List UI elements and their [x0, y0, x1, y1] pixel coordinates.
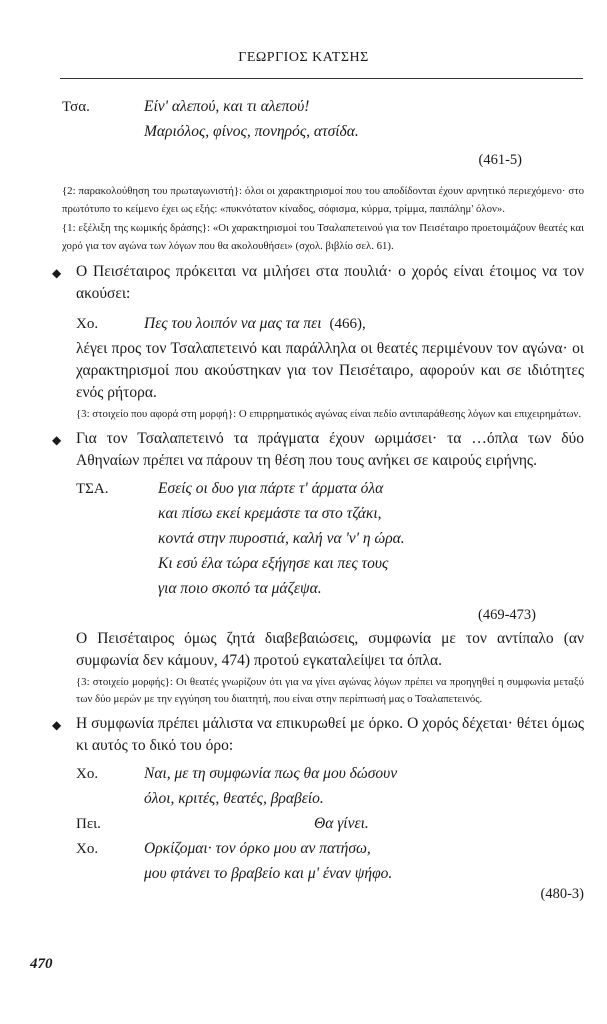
- verse-block-3: [62, 476, 584, 624]
- page-content: [52, 88, 584, 903]
- notes-group-1: [62, 183, 584, 255]
- header-rule: [60, 78, 583, 79]
- speaker-label: Πει.: [76, 815, 101, 832]
- verse-line: κοντά στην πυροστιά, καλή να 'ν' η ώρα.: [158, 529, 405, 547]
- verse-line: Εσείς οι δυο για πάρτε τ' άρματα όλα: [158, 479, 384, 497]
- commentary-note: {1: εξέλιξη της κωμικής δράσης}: «Οι χαρακτηρισμοί του Τσαλαπετεινού για τον Πεισέταιρο προετοιμάζουν θεατές και χορό για τον αγώνα των λόγων που θα ακολουθήσει» (σχολ. βιβλίο σελ. 61).: [62, 222, 584, 252]
- speaker-label: Τσα.: [62, 99, 90, 115]
- bullet-paragraph: ◆ Η συμφωνία πρέπει μάλιστα να επικυρωθεί με όρκο. Ο χορός δέχεται· θέτει όμως κι αυτός το δικό του όρο:: [52, 714, 584, 754]
- line-reference: (461-5): [478, 152, 522, 168]
- diamond-bullet-icon: ◆: [52, 717, 62, 732]
- commentary-note: {2: παρακολούθηση του πρωταγωνιστή}: όλοι οι χαρακτηρισμοί που του αποδίδονται έχουν αρνητικό περιεχόμενο· στο πρωτότυπο το κείμενο έχει ως εξής: «πυκνότατον κίναδος, σόφισμα, κύρμα, τρίμμα, παιπάλημ' όλον».: [62, 185, 584, 215]
- speaker-label: ΤΣΑ.: [76, 480, 109, 497]
- paragraph: λέγει προς τον Τσαλαπετεινό και παράλληλα οι θεατές περιμένουν τον αγώνα· οι χαρακτηρισμοί που ακούστηκαν για τον Πεισέταιρο, αφορούν και σε ιδιότητες ενός ρήτορα.: [76, 340, 584, 401]
- paragraph: Ο Πεισέταιρος όμως ζητά διαβεβαιώσεις, συμφωνία με τον αντίπαλο (αν συμφωνία δεν κάμουν, 474) προτού εγκαταλείψει τα όπλα.: [76, 629, 584, 669]
- verse-line: Κι εσύ έλα τώρα εξήγησε και πες τους: [158, 554, 389, 572]
- verse-line: όλοι, κριτές, θεατές, βραβείο.: [144, 789, 324, 807]
- verse-line: Ορκίζομαι· τον όρκο μου αν πατήσω,: [144, 839, 371, 857]
- verse-line: Ναι, με τη συμφωνία πως θα μου δώσουν: [144, 764, 398, 782]
- line-reference: (466),: [329, 316, 366, 332]
- verse-block-4: [62, 761, 584, 903]
- verse-line: Πες του λοιπόν να μας τα πει: [144, 315, 322, 332]
- verse-line: Μαριόλος, φίνος, πονηρός, ατσίδα.: [144, 123, 359, 140]
- line-reference: (469-473): [478, 606, 536, 623]
- verse-line: μου φτάνει το βραβείο και μ' έναν ψήφο.: [144, 864, 393, 882]
- verse-line: και πίσω εκεί κρεμάστε τα στο τζάκι,: [158, 504, 382, 522]
- bullet-paragraph: ◆ Για τον Τσαλαπετεινό τα πράγματα έχουν ωριμάσει· τα …όπλα των δύο Αθηναίων πρέπει να πάρουν τη θέση που τους ανήκει σε καιρούς ειρήνης.: [52, 429, 584, 469]
- speaker-label: Χο.: [76, 840, 99, 857]
- verse-block-1: [62, 94, 584, 169]
- speaker-label: Χο.: [76, 765, 99, 782]
- page-number: 470: [30, 956, 53, 972]
- speaker-label: Χο.: [76, 316, 99, 332]
- running-header: ΓΕΩΡΓΙΟΣ ΚΑΤΣΗΣ: [238, 50, 369, 65]
- line-reference: (480-3): [540, 885, 584, 902]
- bullet-paragraph: ◆ Ο Πεισέταιρος πρόκειται να μιλήσει στα πουλιά· ο χορός είναι έτοιμος να τον ακούσει:: [52, 263, 584, 302]
- verse-line: για ποιο σκοπό τα μάζεψα.: [158, 579, 322, 597]
- verse-line: Θα γίνει.: [314, 814, 369, 832]
- commentary-note: {3: στοιχείο μορφής}: Οι θεατές γνωρίζουν ότι για να γίνει αγώνας λόγων πρέπει να προηγηθεί η συμφωνία μεταξύ των δύο μερών με την εγγύηση του διαιτητή, που είναι στην περίπτωσή μας ο Τσαλαπετεινός.: [76, 675, 584, 705]
- diamond-bullet-icon: ◆: [52, 432, 62, 447]
- diamond-bullet-icon: ◆: [52, 266, 62, 280]
- verse-line: Είν' αλεπού, και τι αλεπού!: [144, 98, 310, 115]
- commentary-note: {3: στοιχείο που αφορά στη μορφή}: Ο επιρρηματικός αγώνας είναι πεδίο αντιπαράθεσης λόγων και επιχειρημάτων.: [76, 408, 582, 420]
- verse-block-2: [62, 311, 584, 336]
